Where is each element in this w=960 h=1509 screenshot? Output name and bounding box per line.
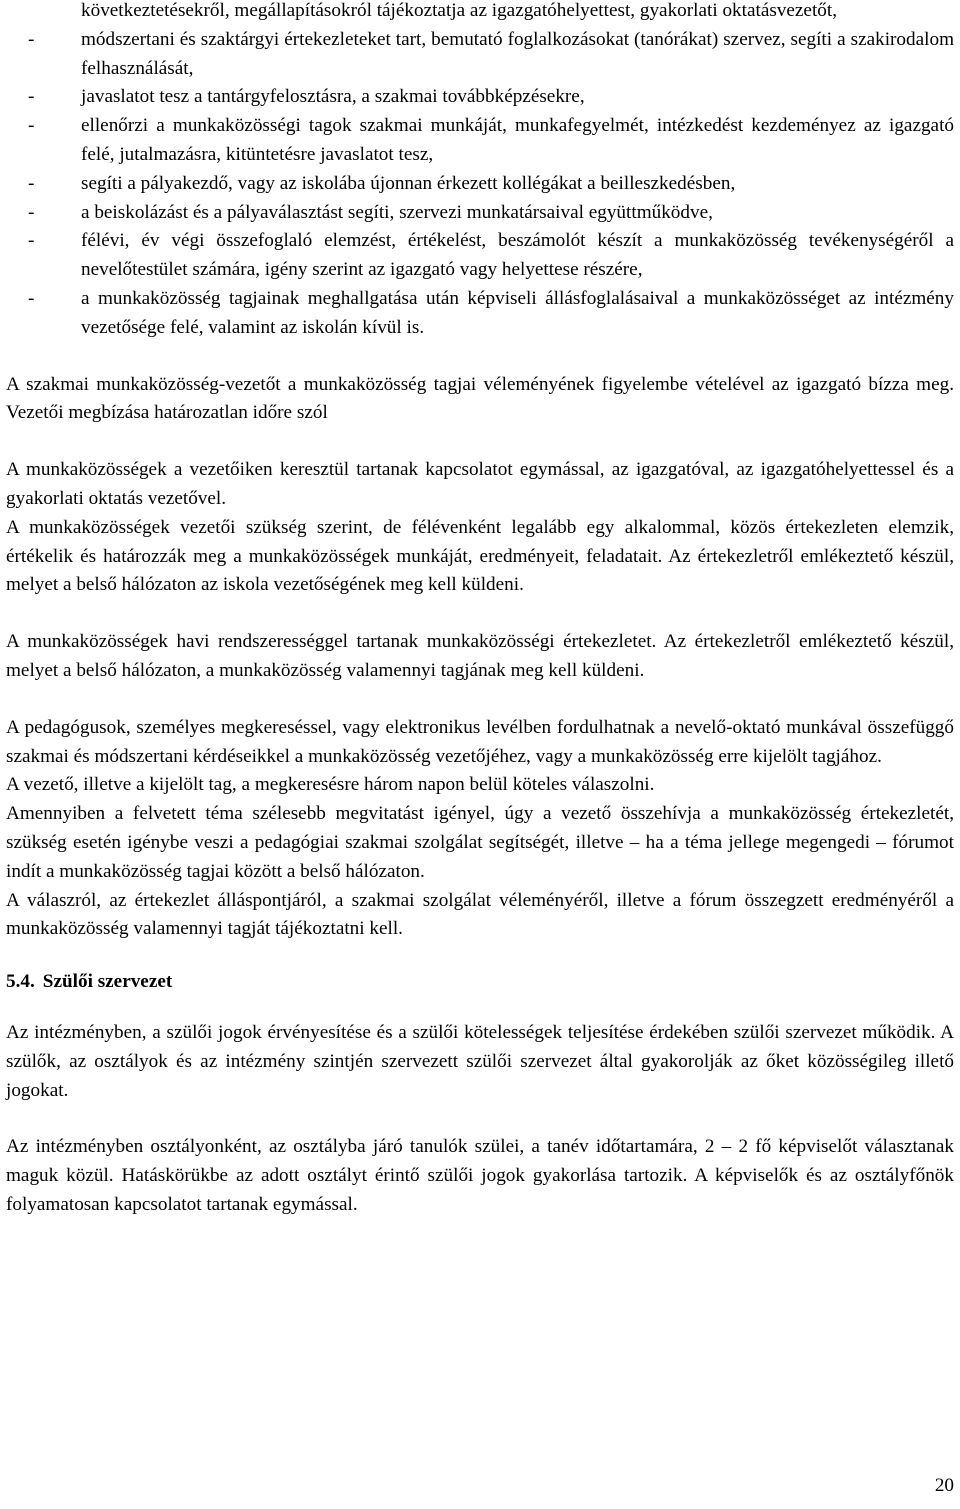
dash-marker: - [28,287,35,309]
list-item: - a beiskolázást és a pályaválasztást segíti, szervezi munkatársaival együttműködve, [6,199,954,228]
paragraph-leader-appointment: A szakmai munkaközösség-vezetőt a munkaközösség tagjai véleményének figyelembe vételével az igazgató bízza meg. Vezetői megbízása határozatlan időre szól [6,373,954,424]
list-item: - segíti a pályakezdő, vagy az iskolába újonnan érkezett kollégákat a beilleszkedésben, [6,170,954,199]
paragraph-parent-organization: Az intézményben, a szülői jogok érvényesítése és a szülői kötelességek teljesítése érdekében szülői szervezet működik. A szülők, az osztályok és az intézmény szintjén szervezett szülői szervezet által gyakorolják az őket közösségileg illető jogokat. [6,1021,954,1101]
paragraph-inquiries: A pedagógusok, személyes megkereséssel, vagy elektronikus levélben fordulhatnak a nevelő-oktató munkával összefüggő szakmai és módszertani kérdéseikkel a munkaközösség vezetőjéhez, vagy a munkaközösség erre kijelölt tagjához. [6,716,954,767]
document-page [6,0,954,1220]
page-number: 20 [934,1475,954,1496]
paragraph-information: A válaszról, az értekezlet álláspontjáról, a szakmai szolgálat véleményéről, illetve a fórum összegzett eredményéről a munkaközösség valamennyi tagját tájékoztatni kell. [6,889,954,940]
list-item: - javaslatot tesz a tantárgyfelosztásra, a szakmai továbbképzésekre, [6,83,954,112]
list-item: - ellenőrzi a munkaközösségi tagok szakmai munkáját, munkafegyelmét, intézkedést kezdeményez az igazgató felé, jutalmazásra, kitüntetésre javaslatot tesz, [6,112,954,170]
section-heading [6,968,954,997]
dash-marker: - [28,28,35,50]
list-continuation-text: következtetésekről, megállapításokról tájékoztatja az igazgatóhelyettest, gyakorlati oktatásvezetőt, [81,0,837,21]
paragraph-wider-discussion: Amennyiben a felvetett téma szélesebb megvitatást igényel, úgy a vezető összehívja a munkaközösség értekezletét, szükség esetén igénybe veszi a pedagógiai szakmai szolgálat segítségét, illetve – ha a téma jellege megengedi – fórumot indít a munkaközösség tagjai között a belső hálózaton. [6,803,954,882]
section-number: 5.4. [6,971,35,993]
paragraph-contacts: A munkaközösségek a vezetőiken keresztül tartanak kapcsolatot egymással, az igazgatóval, az igazgatóhelyettessel és a gyakorlati oktatás vezetővel. [6,459,954,509]
dash-marker: - [28,115,35,137]
dash-marker: - [28,230,35,252]
paragraph-response-deadline: A vezető, illetve a kijelölt tag, a megkeresésre három napon belül köteles válaszolni. [6,774,655,796]
list-item: - módszertani és szaktárgyi értekezleteket tart, bemutató foglalkozásokat (tanórákat) szervez, segíti a szakirodalom felhasználását, [6,26,954,84]
dash-marker: - [28,86,35,108]
paragraph-monthly-meeting: A munkaközösségek havi rendszerességgel tartanak munkaközösségi értekezletet. Az értekezletről emlékeztető készül, melyet a belső hálózaton, a munkaközösség valamennyi tagjának meg kell küldeni. [6,631,954,681]
dash-marker: - [28,172,35,194]
paragraph-joint-meeting: A munkaközösségek vezetői szükség szerint, de félévenként legalább egy alkalommal, közös értekezleten elemzik, értékelik és határozzák meg a munkaközösségek munkáját, eredményeit, feladatait. Az értekezletről emlékeztető készül, melyet a belső hálózaton az iskola vezetőségének meg kell küldeni. [6,516,954,596]
paragraph-class-representatives: Az intézményben osztályonként, az osztályba járó tanulók szülei, a tanév időtartamára, 2 – 2 fő képviselőt választanak maguk közül. Hatáskörükbe az adott osztályt érintő szülői jogok gyakorlása tartozik. A képviselők és az osztályfőnök folyamatosan kapcsolatot tartanak egymással. [6,1136,954,1215]
list-item: - a munkaközösség tagjainak meghallgatása után képviseli állásfoglalásaival a munkaközösséget az intézmény vezetősége felé, valamint az iskolán kívül is. [6,285,954,343]
duties-list [6,26,954,343]
list-item: - félévi, év végi összefoglaló elemzést, értékelést, beszámolót készít a munkaközösség tevékenységéről a nevelőtestület számára, igény szerint az igazgató vagy helyettese részére, [6,227,954,285]
dash-marker: - [28,201,35,223]
section-title: Szülői szervezet [42,971,173,993]
